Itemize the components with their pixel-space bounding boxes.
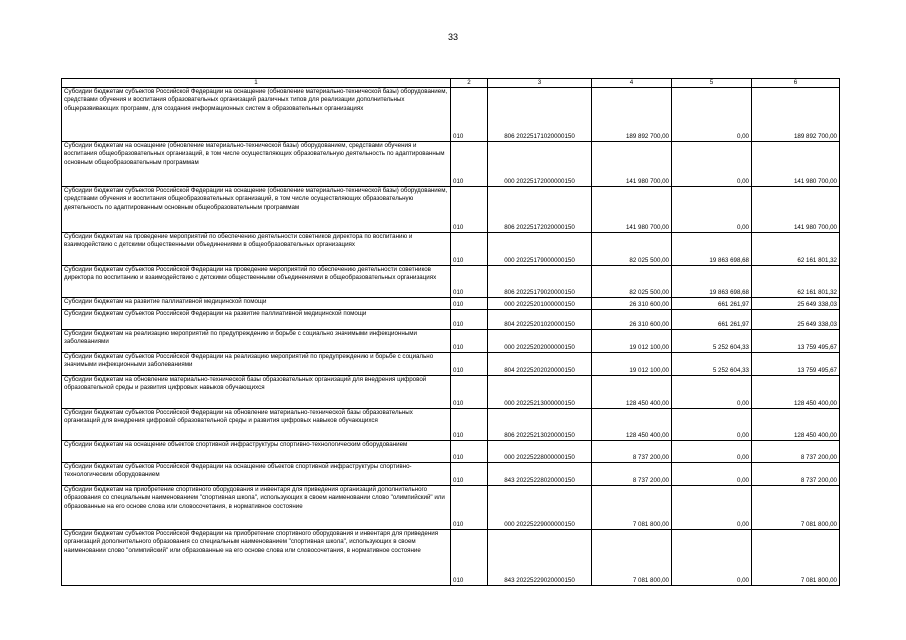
row-executed-amount: 0,00	[672, 463, 752, 486]
row-executed-amount: 19 863 698,68	[672, 233, 752, 266]
row-line-code: 010	[451, 88, 488, 142]
row-budget-code: 804 20225201020000150	[488, 310, 592, 330]
row-remaining-amount: 128 450 400,00	[752, 409, 840, 441]
row-approved-amount: 141 980 700,00	[592, 187, 672, 233]
row-description: Субсидии бюджетам субъектов Российской Федерации на приобретение спортивного оборудования и инвентаря для приведения организаций дополнительного образования со специальным наименованием "спортивная школа", использующих в своем наименовании слово "олимпийский" или образованные на его основе слова или словосочетания, в нормативное состояние	[62, 530, 451, 586]
header-col-3: 3	[488, 79, 592, 88]
header-col-2: 2	[451, 79, 488, 88]
row-remaining-amount: 141 980 700,00	[752, 142, 840, 187]
row-budget-code: 000 20225172000000150	[488, 142, 592, 187]
row-description: Субсидии бюджетам на обновление материально-технической базы образовательных организаций для внедрения цифровой образовательной среды и развития цифровых навыков обучающихся	[62, 376, 451, 409]
row-budget-code: 000 20225228000000150	[488, 441, 592, 463]
table-row	[62, 266, 840, 298]
row-budget-code: 806 20225171020000150	[488, 88, 592, 142]
row-executed-amount: 19 863 698,68	[672, 266, 752, 298]
table-row	[62, 441, 840, 463]
row-remaining-amount: 7 081 800,00	[752, 486, 840, 530]
table-row	[62, 409, 840, 441]
row-approved-amount: 128 450 400,00	[592, 376, 672, 409]
budget-table	[61, 78, 840, 586]
table-row	[62, 233, 840, 266]
row-remaining-amount: 8 737 200,00	[752, 441, 840, 463]
row-line-code: 010	[451, 187, 488, 233]
row-remaining-amount: 62 161 801,32	[752, 266, 840, 298]
row-approved-amount: 189 892 700,00	[592, 88, 672, 142]
row-line-code: 010	[451, 298, 488, 310]
row-description: Субсидии бюджетам на реализацию мероприятий по предупреждению и борьбе с социально значимыми инфекционными заболеваниями	[62, 330, 451, 353]
row-budget-code: 000 20225179000000150	[488, 233, 592, 266]
row-approved-amount: 7 081 800,00	[592, 530, 672, 586]
row-executed-amount: 0,00	[672, 88, 752, 142]
table-row	[62, 187, 840, 233]
row-approved-amount: 19 012 100,00	[592, 330, 672, 353]
row-line-code: 010	[451, 266, 488, 298]
row-line-code: 010	[451, 530, 488, 586]
row-executed-amount: 0,00	[672, 142, 752, 187]
row-approved-amount: 19 012 100,00	[592, 353, 672, 376]
row-remaining-amount: 25 649 338,03	[752, 298, 840, 310]
row-budget-code: 843 20225228020000150	[488, 463, 592, 486]
row-budget-code: 806 20225213020000150	[488, 409, 592, 441]
row-description: Субсидии бюджетам на оснащение (обновление материально-технической базы) оборудованием, средствами обучения и воспитания общеобразовательных организаций, в том числе осуществляющих образовательную деятельность по адаптированным основным общеобразовательным программам	[62, 142, 451, 187]
row-description: Субсидии бюджетам на развитие паллиативной медицинской помощи	[62, 298, 451, 310]
header-col-4: 4	[592, 79, 672, 88]
row-remaining-amount: 128 450 400,00	[752, 376, 840, 409]
row-executed-amount: 5 252 604,33	[672, 330, 752, 353]
table-row	[62, 530, 840, 586]
row-executed-amount: 0,00	[672, 530, 752, 586]
row-approved-amount: 82 025 500,00	[592, 266, 672, 298]
row-line-code: 010	[451, 142, 488, 187]
row-remaining-amount: 25 649 338,03	[752, 310, 840, 330]
row-description: Субсидии бюджетам субъектов Российской Федерации на оснащение (обновление материально-технической базы) оборудованием, средствами обучения и воспитания образовательных организаций различных типов для реализации дополнительных общеразвивающих программ, для создания информационных систем в образовательных организациях	[62, 88, 451, 142]
row-budget-code: 000 20225202000000150	[488, 330, 592, 353]
table-row	[62, 486, 840, 530]
row-line-code: 010	[451, 486, 488, 530]
row-executed-amount: 0,00	[672, 486, 752, 530]
row-remaining-amount: 13 759 495,67	[752, 330, 840, 353]
row-executed-amount: 5 252 604,33	[672, 353, 752, 376]
header-col-6: 6	[752, 79, 840, 88]
page-number: 33	[447, 32, 458, 42]
row-description: Субсидии бюджетам субъектов Российской Федерации на развитие паллиативной медицинской помощи	[62, 310, 451, 330]
row-remaining-amount: 189 892 700,00	[752, 88, 840, 142]
row-line-code: 010	[451, 353, 488, 376]
row-line-code: 010	[451, 330, 488, 353]
row-line-code: 010	[451, 310, 488, 330]
table-row	[62, 142, 840, 187]
row-budget-code: 804 20225202020000150	[488, 353, 592, 376]
row-line-code: 010	[451, 376, 488, 409]
row-approved-amount: 26 310 600,00	[592, 298, 672, 310]
row-budget-code: 806 20225172020000150	[488, 187, 592, 233]
table-row	[62, 463, 840, 486]
row-description: Субсидии бюджетам субъектов Российской Федерации на оснащение (обновление материально-технической базы) оборудованием, средствами обучения и воспитания общеобразовательных организаций, в том числе осуществляющих образовательную деятельность по адаптированным основным общеобразовательным программам	[62, 187, 451, 233]
row-executed-amount: 0,00	[672, 376, 752, 409]
row-executed-amount: 661 261,97	[672, 298, 752, 310]
table-row	[62, 88, 840, 142]
row-executed-amount: 0,00	[672, 409, 752, 441]
row-approved-amount: 8 737 200,00	[592, 463, 672, 486]
row-executed-amount: 661 261,97	[672, 310, 752, 330]
row-description: Субсидии бюджетам субъектов Российской Федерации на реализацию мероприятий по предупреждению и борьбе с социально значимыми инфекционными заболеваниями	[62, 353, 451, 376]
row-line-code: 010	[451, 233, 488, 266]
row-description: Субсидии бюджетам на приобретение спортивного оборудования и инвентаря для приведения организаций дополнительного образования со специальным наименованием "спортивная школа", использующих в своем наименовании слово "олимпийский" или образованные на его основе слова или словосочетания, в нормативное состояние	[62, 486, 451, 530]
row-approved-amount: 141 980 700,00	[592, 142, 672, 187]
row-approved-amount: 8 737 200,00	[592, 441, 672, 463]
table-row	[62, 310, 840, 330]
row-approved-amount: 7 081 800,00	[592, 486, 672, 530]
row-budget-code: 000 20225201000000150	[488, 298, 592, 310]
row-remaining-amount: 62 161 801,32	[752, 233, 840, 266]
header-col-1: 1	[62, 79, 451, 88]
row-budget-code: 806 20225179020000150	[488, 266, 592, 298]
row-budget-code: 000 20225229000000150	[488, 486, 592, 530]
row-line-code: 010	[451, 463, 488, 486]
row-description: Субсидии бюджетам субъектов Российской Федерации на оснащение объектов спортивной инфраструктуры спортивно-технологическим оборудованием	[62, 463, 451, 486]
row-approved-amount: 26 310 600,00	[592, 310, 672, 330]
row-approved-amount: 82 025 500,00	[592, 233, 672, 266]
table-row	[62, 376, 840, 409]
row-description: Субсидии бюджетам на оснащение объектов спортивной инфраструктуры спортивно-технологическим оборудованием	[62, 441, 451, 463]
row-executed-amount: 0,00	[672, 441, 752, 463]
row-remaining-amount: 141 980 700,00	[752, 187, 840, 233]
table-row	[62, 330, 840, 353]
row-executed-amount: 0,00	[672, 187, 752, 233]
row-remaining-amount: 7 081 800,00	[752, 530, 840, 586]
row-line-code: 010	[451, 441, 488, 463]
row-description: Субсидии бюджетам на проведение мероприятий по обеспечению деятельности советников директора по воспитанию и взаимодействию с детскими общественными объединениями в общеобразовательных организациях	[62, 233, 451, 266]
row-remaining-amount: 8 737 200,00	[752, 463, 840, 486]
row-remaining-amount: 13 759 495,67	[752, 353, 840, 376]
table-row	[62, 353, 840, 376]
row-description: Субсидии бюджетам субъектов Российской Федерации на проведение мероприятий по обеспечению деятельности советников директора по воспитанию и взаимодействию с детскими общественными объединениями в общеобразовательных организациях	[62, 266, 451, 298]
row-budget-code: 843 20225229020000150	[488, 530, 592, 586]
row-line-code: 010	[451, 409, 488, 441]
row-approved-amount: 128 450 400,00	[592, 409, 672, 441]
header-col-5: 5	[672, 79, 752, 88]
table-row	[62, 298, 840, 310]
table-header-row	[62, 79, 840, 88]
row-description: Субсидии бюджетам субъектов Российской Федерации на обновление материально-технической базы образовательных организаций для внедрения цифровой образовательной среды и развития цифровых навыков обучающихся	[62, 409, 451, 441]
row-budget-code: 000 20225213000000150	[488, 376, 592, 409]
